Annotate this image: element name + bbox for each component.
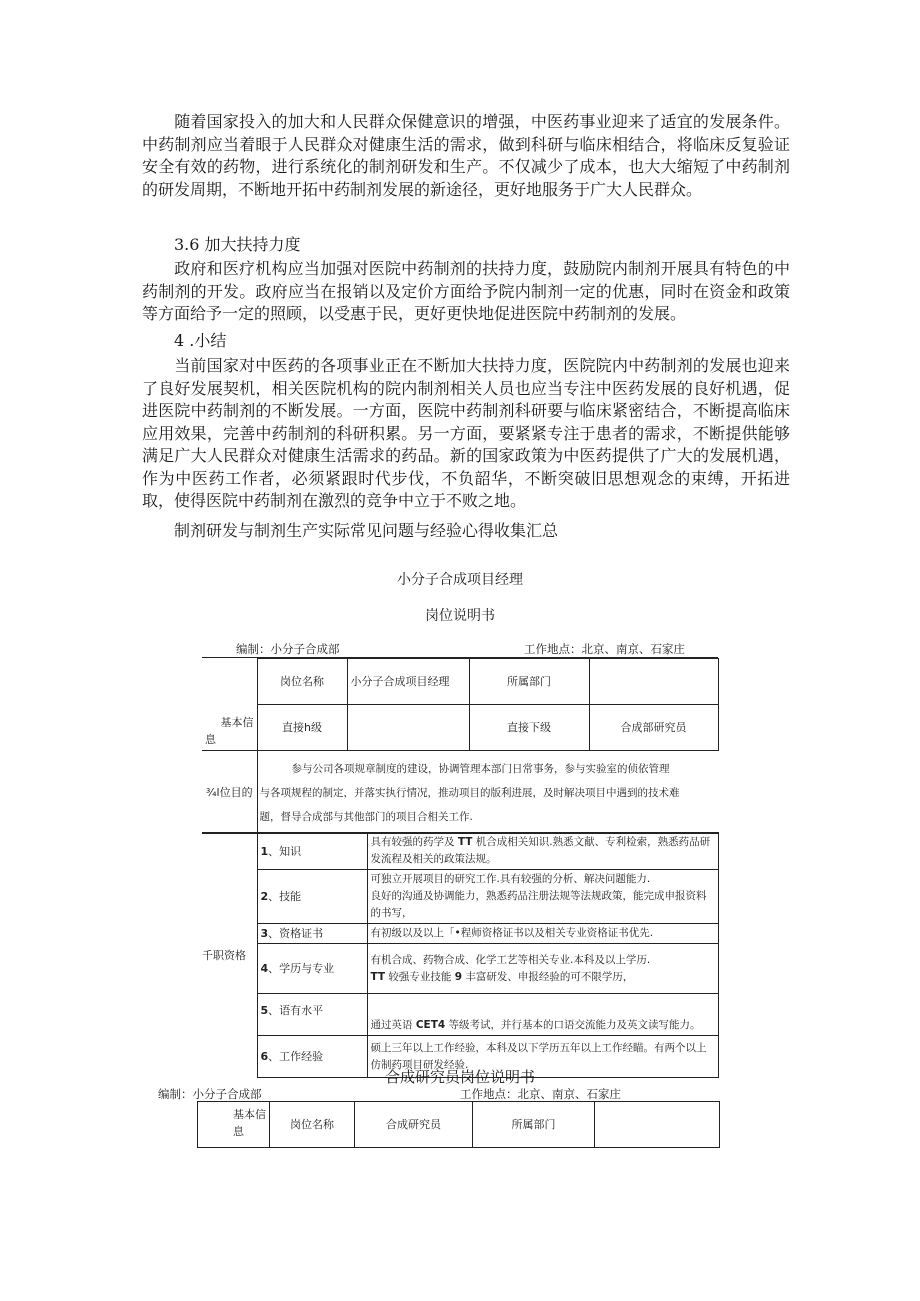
section-heading: 4 .小结 [174,331,227,350]
qualification-item: 1、知识 [257,833,367,870]
superior-value [347,705,469,751]
qualifications-table [202,832,719,1078]
body-paragraph: 随着国家投入的加大和人民群众保健意识的增强，中医药事业迎来了适宜的发展条件。中药制剂应当着眼于人民群众对健康生活的需求，做到科研与临床相结合，将临床反复验证安全有效的药物，进行系统化的制剂研发和生产。不仅减少了成本，也大大缩短了中药制剂的研发周期，不断地开拓中药制剂发展的新途径，更好地服务于广大人民群众。 [142,112,790,199]
qualification-desc: 可独立开展项目的研究工作.具有较强的分析、解决问题能力. 良好的沟通及协调能力，熟悉药品注册法规等法规政策，能完成申报资料的书写， [367,870,718,924]
body-paragraph: 政府和医疗机构应当加强对医院中药制剂的扶持力度，鼓励院内制剂开展具有特色的中药制剂的开发。政府应当在报销以及定价方面给予院内制剂一定的优惠，同时在资金和政策等方面给予一定的照顾，以受惠于民，更好更快地促进医院中药制剂的发展。 [142,259,790,323]
job-description-table [202,658,719,834]
purpose-label: ¾l位目的 [202,751,257,834]
doc-subtitle: 岗位说明书 [425,608,495,624]
job-description-table-2 [197,1101,720,1148]
body-paragraph: 制剂研发与制剂生产实际常见问题与经验心得收集汇总 [174,521,559,540]
dept-label: 所属部门 [469,659,589,705]
doc-title: 合成研究员岗位说明书 [384,1068,535,1086]
doc-title: 小分子合成项目经理 [397,572,523,588]
qualification-desc: 有初级以及以上「•程师资格证书以及相关专业资格证书优先. [367,924,718,944]
location-label: 工作地点：北京、南京、石家庄 [524,642,685,656]
qualification-desc: 具有较强的药学及 TT 机合成相关知识.熟悉文献、专利检索，熟悉药品研发流程及相关的政策法规。 [367,833,718,870]
compiler-label: 编制：小分子合成部 [158,1087,262,1101]
qualification-item: 4、学历与专业 [257,944,367,994]
qualification-desc: 硕上三年以上工作经验，本科及以下学历五年以上工作经瞄。有两个以上仿制药项目研发经验. [367,1036,718,1078]
body-paragraph: 当前国家对中医药的各项事业正在不断加大扶持力度，医院院内中药制剂的发展也迎来了良好发展契机，相关医院机构的院内制剂相关人员也应当专注中医药发展的良好机遇，促进医院中药制剂的不断发展。一方面，医院中药制剂科研要与临床紧密结合，不断提高临床应用效果，完善中药制剂的科研积累。另一方面，要紧紧专注于患者的需求，不断提供能够满足广大人民群众对健康生活需求的药品。新的国家政策为中医药提供了广大的发展机遇，作为中医药工作者，必须紧跟时代步伐，不负韶华，不断突破旧思想观念的束缚，开拓进取，使得医院中药制剂在激烈的竞争中立于不败之地。 [142,356,790,510]
qualification-desc: 通过英语 CET4 等级考试，并行基本的口语交流能力及英文读写能力。 [367,994,718,1036]
dept-value [589,659,718,705]
qualification-item: 5、语有水平 [257,994,367,1036]
qualification-desc: 有机合成、药物合成、化学工艺等相关专业.本科及以上学历. TT 较强专业技能 9 丰富研发、申报经验的可不限学历， [367,944,718,994]
post-name-value: 合成研究员 [355,1102,473,1148]
purpose-text: 参与公司各项规章制度的建设，协调管理本部门日常事务，参与实验室的侦依管理 与各项规程的制定，并落实执行情况，推动项目的版利进展，及时解决项目中遇到的技术难 题，督导合成部与其他部门的项目合相关工作. [257,751,718,834]
section-heading: 3.6 加大扶持力度 [174,235,301,254]
basic-info-label: 基本信 息 [202,659,257,751]
qualification-item: 3、资格证书 [257,924,367,944]
superior-label: 直接h级 [257,705,347,751]
qualification-item: 6、工作经验 [257,1036,367,1078]
location-label: 工作地点：北京、南京、石家庄 [460,1087,621,1101]
dept-label: 所属部门 [473,1102,595,1148]
qualification-item: 2、技能 [257,870,367,924]
post-name-label: 岗位名称 [270,1102,355,1148]
compiler-label: 编制：小分子合成部 [236,642,340,656]
subordinate-label: 直接下级 [469,705,589,751]
qualification-label: 千职资格 [202,833,257,1078]
subordinate-value: 合成部研究员 [589,705,718,751]
post-name-value: 小分子合成项目经理 [347,659,469,705]
dept-value [595,1102,720,1148]
post-name-label: 岗位名称 [257,659,347,705]
basic-info-label: 基本信 息 [198,1102,270,1148]
